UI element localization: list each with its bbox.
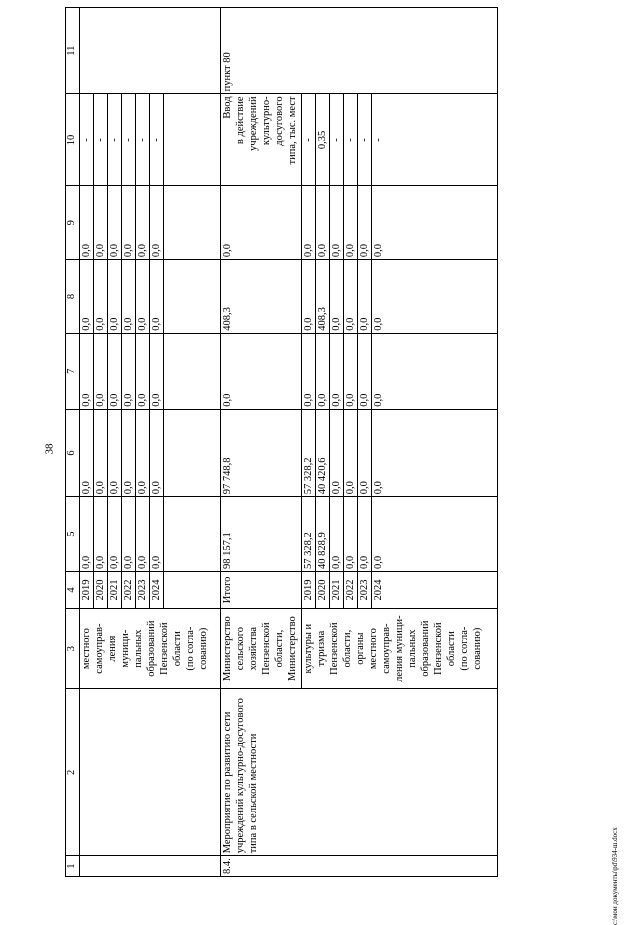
indicator-value-cell: - <box>136 94 150 186</box>
value-cell: 0,0 <box>344 409 358 496</box>
indicator-line: в действие <box>235 96 246 145</box>
value-cell: 0,0 <box>108 497 122 572</box>
footer-file-path: c:\мои документы\pd\934-ш.docx <box>611 827 619 925</box>
value-cell: 0,0 <box>80 497 94 572</box>
value-cell: 0,0 <box>108 333 122 409</box>
indicator-value-cell: - <box>330 94 344 186</box>
executor-line: области, <box>342 629 353 668</box>
value-cell: 0,0 <box>372 260 498 334</box>
executor-line: Пензенской <box>261 622 272 675</box>
executor-line: местного <box>81 628 92 670</box>
value-cell: 0,0 <box>108 186 122 260</box>
value-cell: 0,0 <box>358 186 372 260</box>
executor-line: образований <box>420 620 431 677</box>
value-cell: 0,0 <box>150 186 164 260</box>
executor-line: Министерство <box>287 616 298 681</box>
executor-line: Пензенской <box>159 622 170 675</box>
executor-cell <box>80 608 221 689</box>
value-cell: 0,0 <box>80 260 94 334</box>
value-cell: 0,0 <box>136 497 150 572</box>
note-cell <box>80 8 221 94</box>
indicator-value-cell: 0,35 <box>316 94 330 186</box>
item-number-cell: 8.4. <box>221 856 498 877</box>
indicator-value-cell: - <box>94 94 108 186</box>
value-cell: 0,0 <box>150 333 164 409</box>
indicator-value-cell: - <box>80 94 94 186</box>
executor-line: местного <box>368 628 379 670</box>
value-cell: 0,0 <box>358 497 372 572</box>
executor-line: сованию) <box>472 627 483 670</box>
indicator-value-cell: - <box>122 94 136 186</box>
value-cell: 0,0 <box>122 333 136 409</box>
value-cell: 0,0 <box>302 260 316 334</box>
indicator-line: досугового <box>274 96 285 146</box>
empty-cell <box>164 94 221 186</box>
executor-line: Пензенской <box>329 622 340 675</box>
executor-line: самоуправ- <box>381 623 392 674</box>
indicator-value-cell: - <box>108 94 122 186</box>
column-number: 2 <box>66 689 80 856</box>
value-cell: 0,0 <box>94 333 108 409</box>
indicator-line: учреждений <box>248 96 259 151</box>
year-cell: 2020 <box>94 572 108 609</box>
page-number: 38 <box>43 443 56 455</box>
executor-cell <box>302 608 498 689</box>
year-cell: 2021 <box>108 572 122 609</box>
year-cell: 2021 <box>330 572 344 609</box>
executor-line: области <box>172 631 183 667</box>
value-cell: 0,0 <box>372 409 498 496</box>
executor-line: сованию) <box>198 627 209 670</box>
value-cell: 0,0 <box>372 333 498 409</box>
column-number: 3 <box>66 608 80 689</box>
value-cell: 0,0 <box>136 409 150 496</box>
column-number: 11 <box>66 8 80 94</box>
value-cell: 0,0 <box>330 260 344 334</box>
value-cell: 0,0 <box>344 186 358 260</box>
value-cell: 0,0 <box>344 497 358 572</box>
indicator-value-cell: - <box>302 94 316 186</box>
value-cell: 0,0 <box>150 409 164 496</box>
year-cell: 2019 <box>80 572 94 609</box>
value-cell: 0,0 <box>372 497 498 572</box>
value-cell: 0,0 <box>330 186 344 260</box>
value-cell: 0,0 <box>122 409 136 496</box>
empty-cell <box>164 260 221 334</box>
empty-cell <box>164 333 221 409</box>
value-cell: 0,0 <box>122 260 136 334</box>
executor-line: муници- <box>120 629 131 668</box>
value-cell: 57 328,2 <box>302 497 316 572</box>
executor-line: ления муници- <box>394 615 405 682</box>
value-cell: 0,0 <box>358 260 372 334</box>
empty-cell <box>164 186 221 260</box>
year-cell: 2022 <box>122 572 136 609</box>
value-cell: 0,0 <box>330 333 344 409</box>
total-label-cell: Итого <box>221 572 302 609</box>
executor-line: хозяйства <box>248 626 259 671</box>
executor-line: пальных <box>133 629 144 668</box>
value-cell: 0,0 <box>150 497 164 572</box>
executor-line: образований <box>146 620 157 677</box>
value-cell: 0,0 <box>330 497 344 572</box>
program-table <box>65 7 498 877</box>
item-name-cell: Мероприятие по развитию сети учреждений культурно-досугового типа в сельской местности <box>221 689 498 856</box>
value-cell: 0,0 <box>122 497 136 572</box>
value-cell: 0,0 <box>80 186 94 260</box>
value-cell: 40 420,6 <box>316 409 330 496</box>
empty-cell <box>164 409 221 496</box>
executor-line: самоуправ- <box>94 623 105 674</box>
value-cell: 0,0 <box>358 409 372 496</box>
value-cell: 0,0 <box>358 333 372 409</box>
value-cell: 40 828,9 <box>316 497 330 572</box>
executor-line: ления <box>107 635 118 662</box>
value-cell: 0,0 <box>136 260 150 334</box>
value-cell: 0,0 <box>80 409 94 496</box>
rotated-table-container <box>65 7 560 877</box>
column-number-header-row <box>66 8 80 877</box>
value-cell: 0,0 <box>316 186 330 260</box>
executor-line: культуры и <box>303 623 314 674</box>
year-cell: 2020 <box>316 572 330 609</box>
item-name-cell <box>80 689 221 856</box>
value-cell: 0,0 <box>302 186 316 260</box>
column-number: 9 <box>66 186 80 260</box>
year-cell: 2024 <box>150 572 164 609</box>
table-row <box>80 8 94 877</box>
value-cell: 0,0 <box>372 186 498 260</box>
executor-line: области <box>446 631 457 667</box>
column-number: 10 <box>66 94 80 186</box>
value-cell: 0,0 <box>122 186 136 260</box>
executor-line: (по согла- <box>185 626 196 671</box>
value-cell: 0,0 <box>136 186 150 260</box>
executor-cell <box>221 608 302 689</box>
column-number: 4 <box>66 572 80 609</box>
value-cell: 0,0 <box>108 409 122 496</box>
executor-line: туризма <box>316 630 327 667</box>
column-number: 5 <box>66 497 80 572</box>
column-number: 1 <box>66 856 80 877</box>
column-number: 7 <box>66 333 80 409</box>
executor-line: Пензенской <box>433 622 444 675</box>
executor-line: (по согла- <box>459 626 470 671</box>
value-cell: 0,0 <box>108 260 122 334</box>
total-value-cell: 98 157,1 <box>221 497 302 572</box>
indicator-line: Ввод <box>222 96 233 119</box>
value-cell: 0,0 <box>316 333 330 409</box>
empty-cell <box>164 497 221 572</box>
year-cell: 2023 <box>136 572 150 609</box>
value-cell: 0,0 <box>302 333 316 409</box>
value-cell: 57 328,2 <box>302 409 316 496</box>
value-cell: 0,0 <box>344 260 358 334</box>
indicator-value-cell: - <box>150 94 164 186</box>
value-cell: 0,0 <box>94 260 108 334</box>
year-cell: 2023 <box>358 572 372 609</box>
value-cell: 0,0 <box>94 186 108 260</box>
indicator-value-cell: - <box>372 94 498 186</box>
value-cell: 0,0 <box>136 333 150 409</box>
column-number: 6 <box>66 409 80 496</box>
empty-cell <box>164 572 221 609</box>
column-number: 8 <box>66 260 80 334</box>
value-cell: 0,0 <box>344 333 358 409</box>
year-cell: 2019 <box>302 572 316 609</box>
year-cell: 2022 <box>344 572 358 609</box>
value-cell: 0,0 <box>94 497 108 572</box>
total-value-cell: 0,0 <box>221 186 302 260</box>
indicator-name-cell <box>221 94 302 186</box>
total-value-cell: 97 748,8 <box>221 409 302 496</box>
executor-line: сельского <box>235 627 246 671</box>
indicator-value-cell: - <box>344 94 358 186</box>
note-cell: пункт 80 <box>221 8 498 94</box>
executor-line: Министерство <box>222 616 233 681</box>
total-value-cell: 0,0 <box>221 333 302 409</box>
value-cell: 0,0 <box>150 260 164 334</box>
indicator-line: культурно- <box>261 96 272 146</box>
executor-line: области, <box>274 629 285 668</box>
table-row-total <box>221 8 302 877</box>
value-cell: 0,0 <box>330 409 344 496</box>
indicator-value-cell: - <box>358 94 372 186</box>
executor-line: пальных <box>407 629 418 668</box>
year-cell: 2024 <box>372 572 498 609</box>
value-cell: 0,0 <box>80 333 94 409</box>
total-value-cell: 408,3 <box>221 260 302 334</box>
value-cell: 408,3 <box>316 260 330 334</box>
item-number-cell <box>80 856 221 877</box>
value-cell: 0,0 <box>94 409 108 496</box>
executor-line: органы <box>355 632 366 665</box>
indicator-line: типа, тыс. мест <box>287 96 298 165</box>
